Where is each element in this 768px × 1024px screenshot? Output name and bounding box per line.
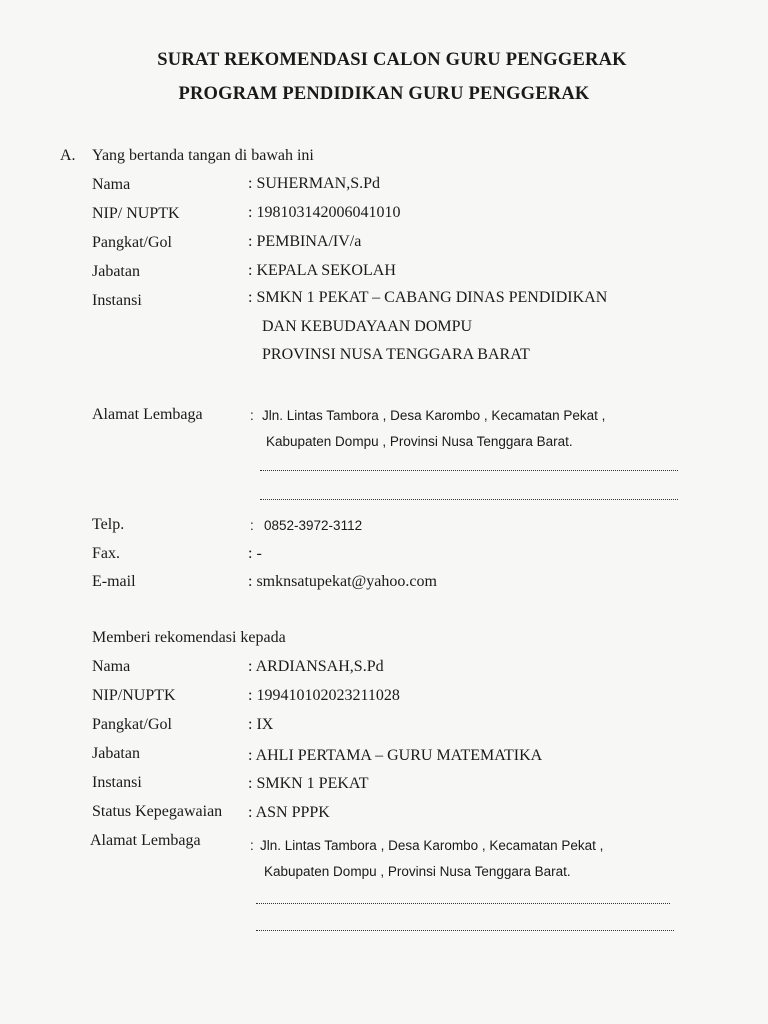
b-alamat-label: Alamat Lembaga	[90, 832, 201, 849]
section-a-letter: A.	[60, 147, 76, 164]
a-nama-value: : SUHERMAN,S.Pd	[248, 175, 381, 192]
a-telp-label: Telp.	[92, 516, 125, 533]
a-alamat-colon: :	[250, 408, 254, 423]
a-fax-label: Fax.	[92, 545, 120, 562]
b-status-value: : ASN PPPK	[248, 804, 330, 821]
a-alamat-value-2: Kabupaten Dompu , Provinsi Nusa Tenggara Barat.	[266, 434, 573, 449]
a-alamat-blank-line-2	[260, 499, 678, 500]
a-pangkat-value: : PEMBINA/IV/a	[248, 233, 362, 250]
a-nip-value: : 198103142006041010	[248, 204, 401, 221]
a-pangkat-label: Pangkat/Gol	[92, 234, 172, 251]
document-title-line2: PROGRAM PENDIDIKAN GURU PENGGERAK	[178, 84, 590, 104]
document-title-line1: SURAT REKOMENDASI CALON GURU PENGGERAK	[157, 50, 627, 70]
section-a-intro: Yang bertanda tangan di bawah ini	[92, 147, 314, 164]
a-instansi-label: Instansi	[92, 292, 142, 309]
b-alamat-colon: :	[250, 838, 254, 853]
b-nama-label: Nama	[92, 658, 131, 675]
a-instansi-value-2: DAN KEBUDAYAAN DOMPU	[262, 318, 473, 335]
a-alamat-blank-line-1	[260, 470, 678, 471]
a-instansi-value-3: PROVINSI NUSA TENGGARA BARAT	[262, 346, 530, 363]
a-jabatan-label: Jabatan	[92, 263, 140, 280]
section-b-intro: Memberi rekomendasi kepada	[92, 629, 286, 646]
a-telp-value: 0852-3972-3112	[264, 518, 363, 533]
a-instansi-value-1: : SMKN 1 PEKAT – CABANG DINAS PENDIDIKAN	[248, 289, 608, 306]
a-jabatan-value: : KEPALA SEKOLAH	[248, 262, 396, 279]
b-status-label: Status Kepegawaian	[92, 803, 223, 820]
a-alamat-value-1: Jln. Lintas Tambora , Desa Karombo , Kecamatan Pekat ,	[262, 408, 606, 423]
a-email-value: : smknsatupekat@yahoo.com	[248, 573, 437, 590]
a-nama-label: Nama	[92, 176, 131, 193]
b-alamat-value-2: Kabupaten Dompu , Provinsi Nusa Tenggara Barat.	[264, 864, 571, 879]
b-nama-value: : ARDIANSAH,S.Pd	[248, 658, 384, 675]
a-alamat-label: Alamat Lembaga	[92, 406, 203, 423]
b-instansi-value: : SMKN 1 PEKAT	[248, 775, 369, 792]
b-pangkat-label: Pangkat/Gol	[92, 716, 172, 733]
b-alamat-value-1: Jln. Lintas Tambora , Desa Karombo , Kecamatan Pekat ,	[260, 838, 604, 853]
b-alamat-blank-line-1	[256, 903, 670, 904]
b-alamat-blank-line-2	[256, 930, 674, 931]
a-fax-value: : -	[248, 545, 262, 562]
b-nip-label: NIP/NUPTK	[92, 687, 176, 704]
a-telp-colon: :	[250, 518, 254, 533]
a-email-label: E-mail	[92, 573, 136, 590]
b-jabatan-label: Jabatan	[92, 745, 140, 762]
b-pangkat-value: : IX	[248, 716, 274, 733]
a-nip-label: NIP/ NUPTK	[92, 205, 180, 222]
b-nip-value: : 199410102023211028	[248, 687, 400, 704]
b-instansi-label: Instansi	[92, 774, 142, 791]
b-jabatan-value: : AHLI PERTAMA – GURU MATEMATIKA	[248, 747, 543, 764]
